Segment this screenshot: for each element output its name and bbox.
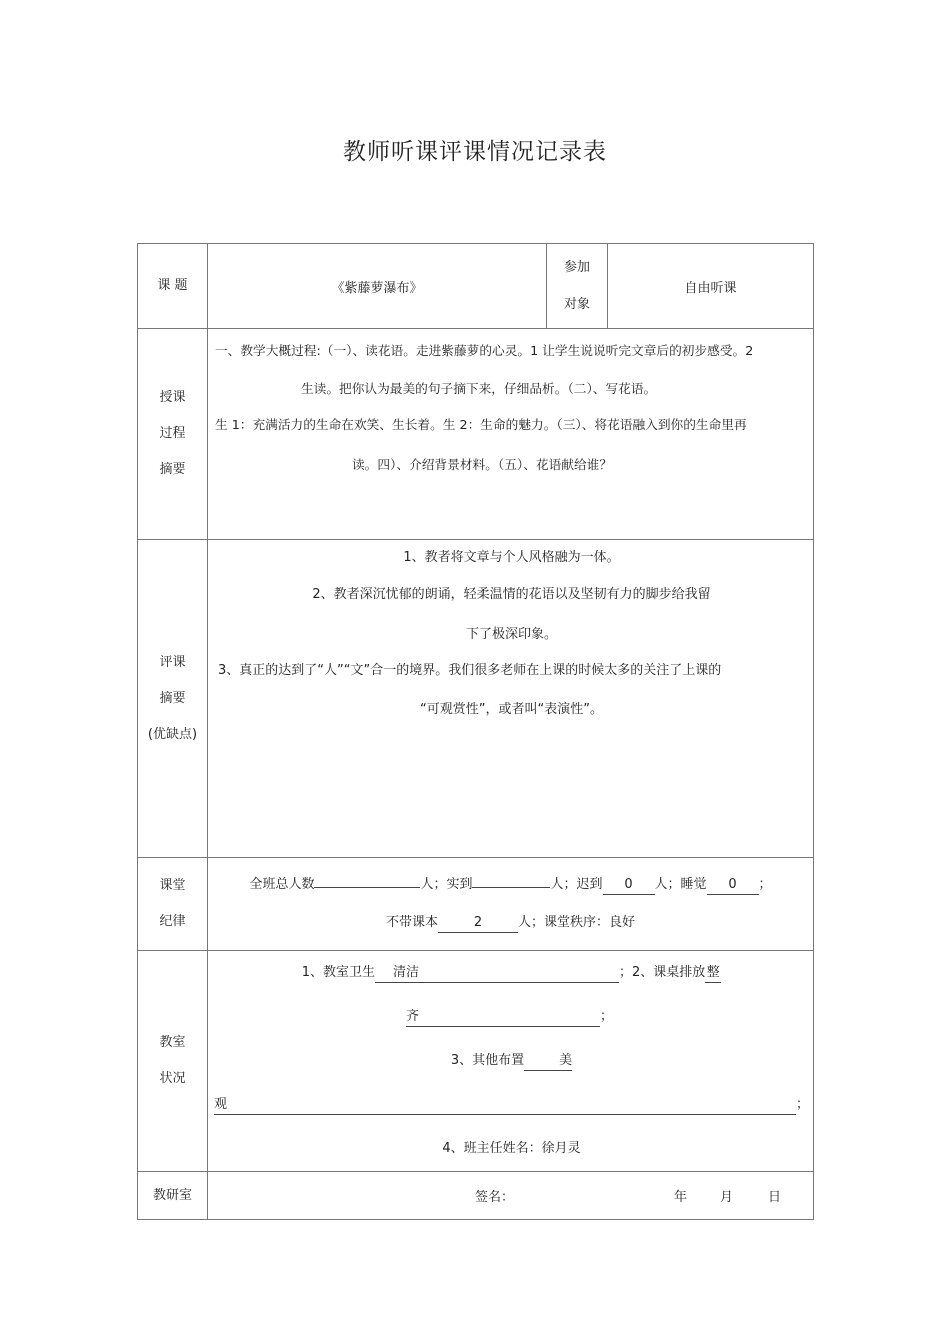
separator: ；	[758, 877, 772, 892]
classroom-line-1	[214, 951, 809, 995]
row-topic	[138, 244, 814, 329]
year-label: 年	[674, 1190, 688, 1205]
row-discipline	[138, 858, 814, 951]
review-content	[207, 540, 813, 858]
classroom-content	[207, 951, 813, 1172]
review-label-line-2: 摘要	[159, 690, 186, 706]
classroom-line-3	[214, 1039, 809, 1083]
topic-value: 《紫藤萝瀑布》	[207, 244, 546, 329]
participant-label-line-2: 对象	[563, 297, 590, 312]
unit-late: 人；迟到	[550, 877, 603, 892]
office-content	[207, 1172, 813, 1220]
present-field	[472, 887, 550, 888]
discipline-label	[138, 858, 208, 951]
review-line-2: 2、教者深沉忧郁的朗诵，轻柔温情的花语以及坚韧有力的脚步给我留	[312, 587, 711, 602]
other-field-end: 观	[214, 1096, 796, 1115]
process-line-4: 读。四）、介绍背景材料。（五）、花语献给谁？	[351, 457, 613, 472]
desk-field-end: 齐	[406, 1008, 600, 1027]
process-label-line-2: 过程	[159, 426, 186, 441]
row-office	[138, 1172, 814, 1220]
unit-present: 人；实到	[420, 877, 473, 892]
participant-label	[546, 244, 607, 329]
process-label-line-1: 授课	[159, 390, 186, 405]
review-line-1: 1、教者将文章与个人风格融为一体。	[403, 550, 620, 565]
separator-1: ；	[618, 965, 632, 980]
office-label: 教研室	[138, 1172, 208, 1220]
process-line-3: 生 1：充满活力的生命在欢笑、生长着。生 2：生命的魅力。（三）、将花语融入到你的生命里再	[214, 417, 747, 432]
participant-label-line-1: 参加	[563, 260, 590, 275]
review-line-5: “可观赏性”，或者叫“表演性”。	[420, 702, 603, 717]
process-line-1: 一、教学大概过程:（一）、读花语。走进紫藤萝的心灵。1 让学生说说听完文章后的初步感受。2	[214, 343, 754, 358]
nobook-label: 不带课本	[385, 915, 438, 930]
classroom-line-2	[214, 995, 809, 1039]
day-label: 日	[768, 1190, 782, 1205]
hygiene-field: 清洁	[375, 964, 619, 983]
unit-sleep: 人；睡觉	[654, 877, 707, 892]
row-process	[138, 329, 814, 540]
record-table	[137, 243, 814, 1220]
discipline-line-1	[208, 866, 813, 904]
review-line-4: 3、真正的达到了“人”“文”合一的境界。我们很多老师在上课的时候太多的关注了上课的	[217, 663, 722, 678]
desk-field-start: 整	[705, 964, 721, 983]
other-field-start: 美	[524, 1052, 572, 1071]
review-label-line-1: 评课	[159, 654, 186, 670]
other-label: 3、其他布置	[450, 1053, 525, 1068]
total-field	[314, 887, 420, 888]
process-label-line-3: 摘要	[159, 462, 186, 477]
process-label	[138, 329, 208, 540]
classroom-line-4	[214, 1083, 809, 1127]
discipline-line-2	[208, 904, 813, 942]
discipline-label-line-1: 课堂	[159, 878, 186, 893]
classroom-label-line-1: 教室	[159, 1035, 186, 1050]
separator-3: ；	[795, 1097, 809, 1112]
review-line-3: 下了极深印象。	[465, 627, 557, 642]
classroom-label-line-2: 状况	[159, 1071, 186, 1086]
participant-value: 自由听课	[607, 244, 813, 329]
review-label-line-3: (优缺点)	[147, 726, 198, 742]
page-title: 教师听课评课情况记录表	[343, 139, 607, 165]
row-review	[138, 540, 814, 858]
sign-label: 签名：	[474, 1190, 514, 1205]
topic-label: 课 题	[138, 244, 208, 329]
separator-2: ；	[599, 1009, 613, 1024]
discipline-label-line-2: 纪律	[159, 914, 186, 929]
row-classroom	[138, 951, 814, 1172]
month-label: 月	[720, 1190, 734, 1205]
order-label: 人；课堂秩序：良好	[517, 915, 635, 930]
discipline-content	[207, 858, 813, 951]
nobook-field: 2	[438, 914, 518, 933]
hygiene-label: 1、教室卫生	[301, 965, 375, 980]
total-label: 全班总人数	[249, 877, 315, 892]
late-field: 0	[603, 876, 655, 895]
classroom-label	[138, 951, 208, 1172]
classroom-line-5: 4、班主任姓名：徐月灵	[442, 1141, 581, 1156]
process-line-2: 生读。把你认为最美的句子摘下来，仔细品析。（二）、写花语。	[300, 381, 657, 396]
process-content	[207, 329, 813, 540]
review-label	[138, 540, 208, 858]
sleep-field: 0	[707, 876, 759, 895]
desk-label: 2、课桌排放	[632, 965, 706, 980]
